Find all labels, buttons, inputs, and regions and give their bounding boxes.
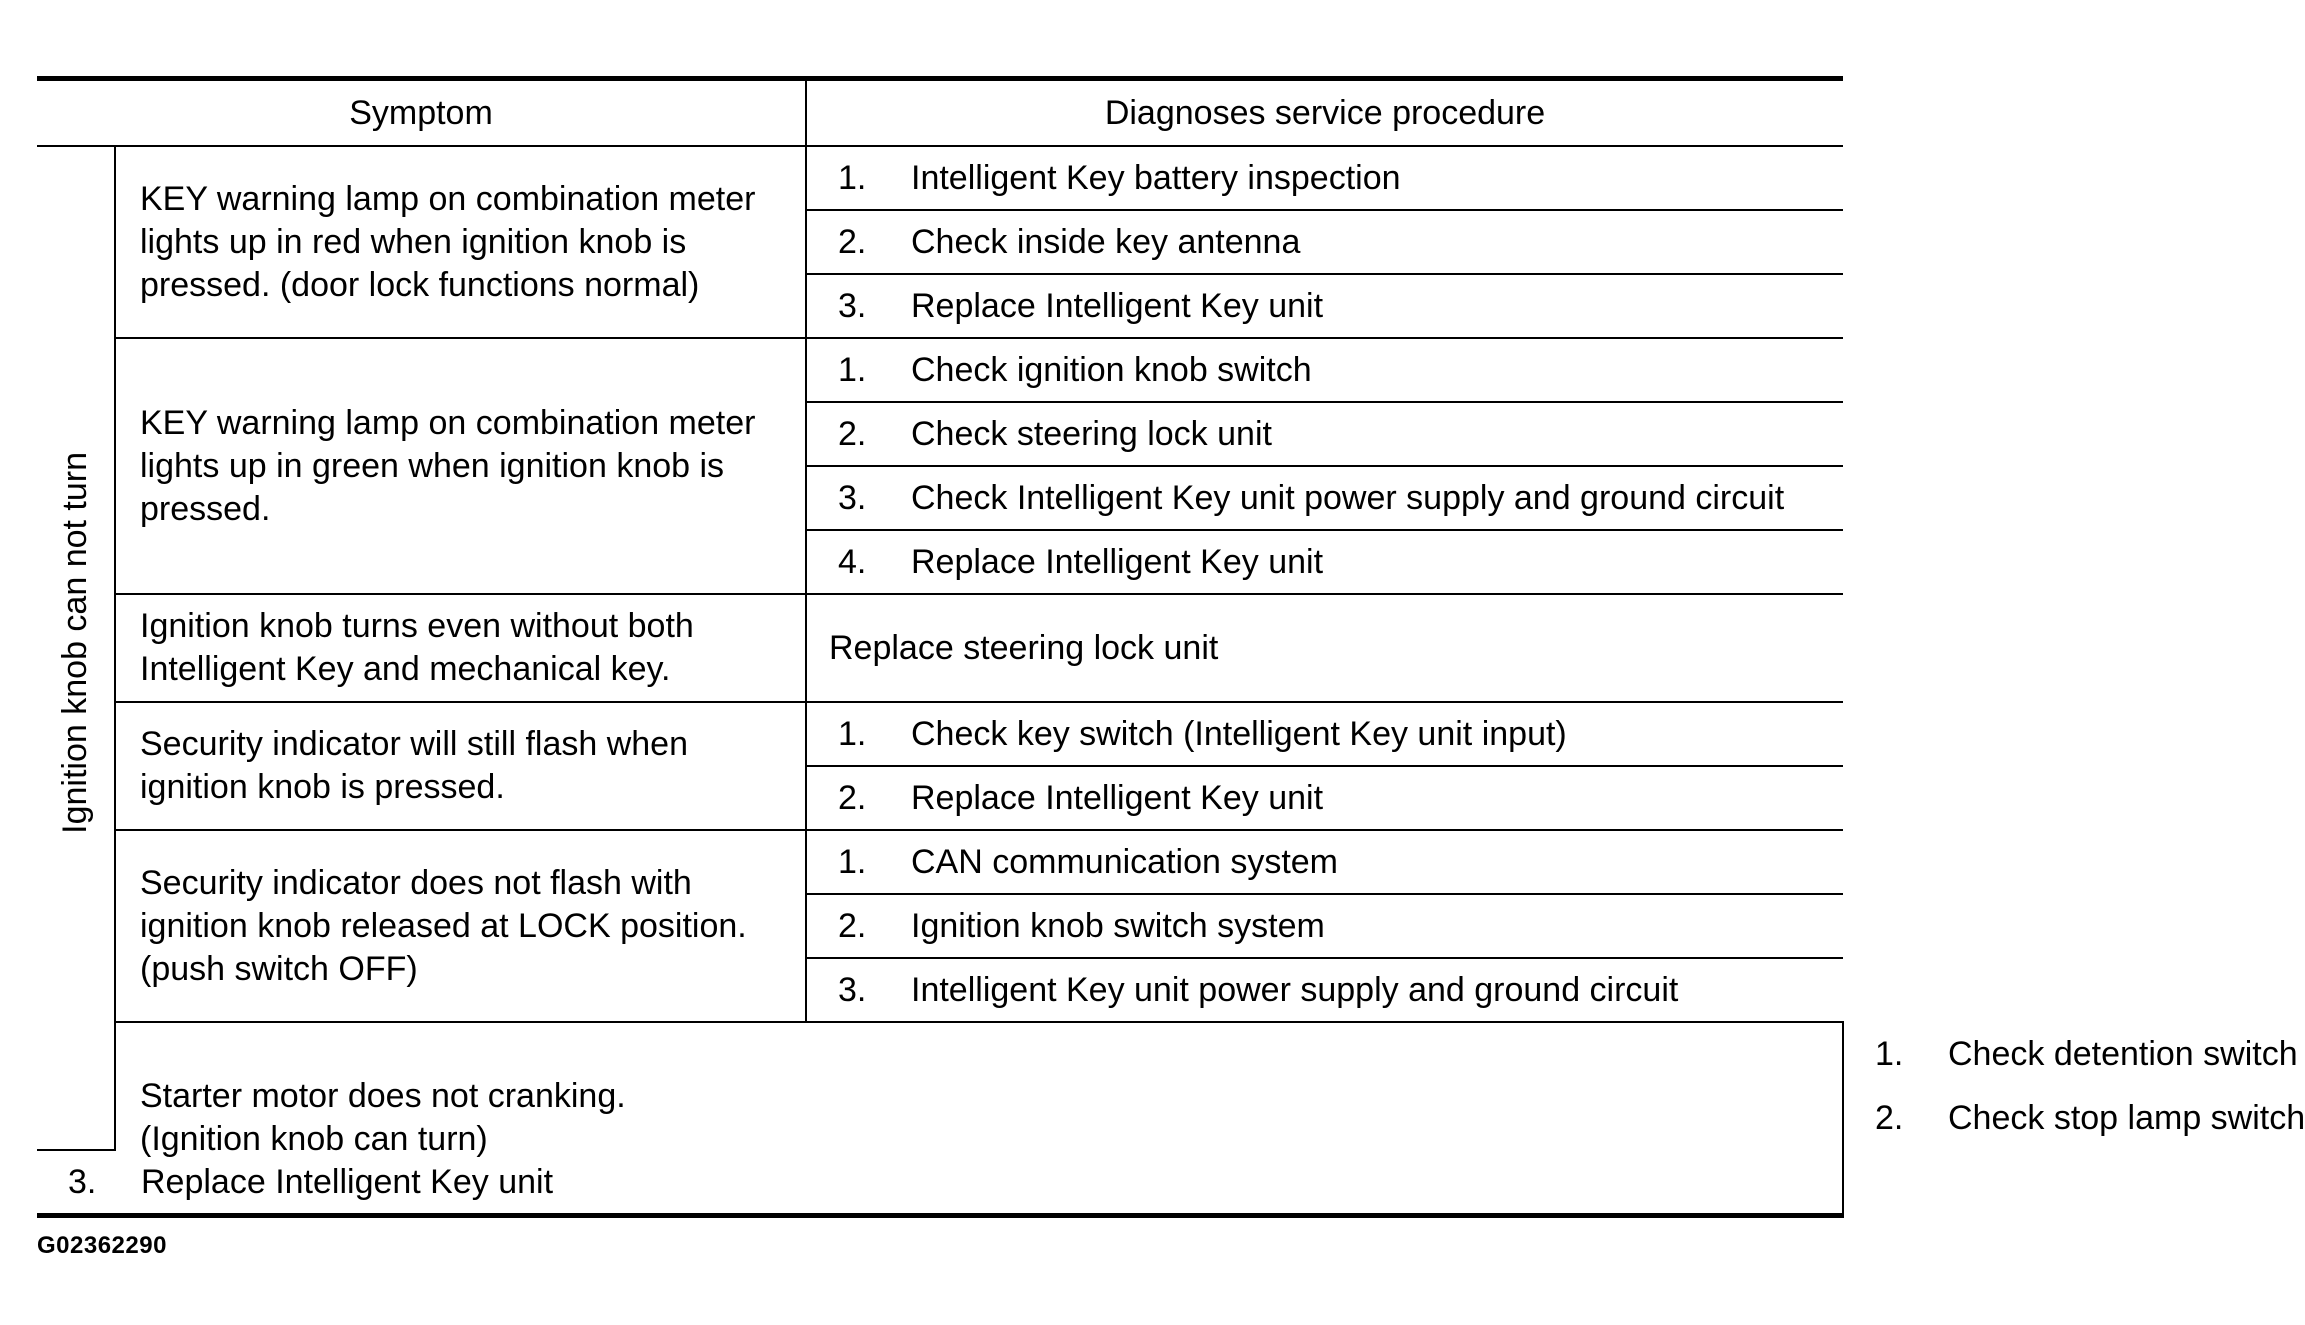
step-text: Check detention switch xyxy=(1948,1034,2298,1073)
table-row xyxy=(37,146,1843,210)
group-label: Ignition knob can not turn xyxy=(56,451,94,834)
step-number: 2. xyxy=(838,222,867,261)
procedure-step xyxy=(37,1150,554,1216)
group-label-cell xyxy=(37,146,115,1150)
diagnosis-table xyxy=(37,76,2305,1218)
table-row xyxy=(37,830,1843,894)
step-text: Check steering lock unit xyxy=(911,414,1272,453)
table-header-row xyxy=(37,79,1843,147)
table-row xyxy=(37,338,1843,402)
step-text: Check key switch (Intelligent Key unit input) xyxy=(911,714,1567,753)
procedure-step xyxy=(806,830,1843,894)
symptom-cell: KEY warning lamp on combination meter lights up in red when ignition knob is pressed. (door lock functions normal) xyxy=(115,146,806,338)
step-text: Replace Intelligent Key unit xyxy=(141,1162,554,1201)
procedure-step xyxy=(806,958,1843,1022)
step-text: Ignition knob switch system xyxy=(911,906,1325,945)
step-number: 1. xyxy=(838,158,867,197)
figure-id: G02362290 xyxy=(37,1232,167,1259)
procedure-step xyxy=(806,146,1843,210)
step-number: 2. xyxy=(838,906,867,945)
procedure-step xyxy=(806,894,1843,958)
step-text: Check Intelligent Key unit power supply and ground circuit xyxy=(911,478,1785,517)
symptom-cell: Security indicator will still flash when ignition knob is pressed. xyxy=(115,702,806,830)
symptom-cell: Security indicator does not flash with ignition knob released at LOCK position. (push switch OFF) xyxy=(115,830,806,1022)
step-text: Intelligent Key battery inspection xyxy=(911,158,1401,197)
header-procedure: Diagnoses service procedure xyxy=(806,79,1843,147)
step-text: Check inside key antenna xyxy=(911,222,1301,261)
step-number: 3. xyxy=(68,1162,97,1201)
step-text: Replace Intelligent Key unit xyxy=(911,542,1324,581)
step-text: Check stop lamp switch xyxy=(1948,1098,2305,1137)
step-number: 1. xyxy=(838,714,867,753)
symptom-cell: Ignition knob turns even without both Intelligent Key and mechanical key. xyxy=(115,594,806,702)
step-text: Replace Intelligent Key unit xyxy=(911,286,1324,325)
table-row xyxy=(37,594,1843,702)
table-row xyxy=(37,702,1843,766)
step-text: Replace Intelligent Key unit xyxy=(911,778,1324,817)
procedure-step xyxy=(806,402,1843,466)
table-row xyxy=(37,1022,1843,1086)
procedure-step xyxy=(806,466,1843,530)
procedure-single: Replace steering lock unit xyxy=(806,594,1843,702)
step-number: 2. xyxy=(838,414,867,453)
procedure-step xyxy=(806,766,1843,830)
step-text: Intelligent Key unit power supply and ground circuit xyxy=(911,970,1679,1009)
step-text: CAN communication system xyxy=(911,842,1339,881)
procedure-step xyxy=(806,338,1843,402)
step-number: 3. xyxy=(838,478,867,517)
header-symptom: Symptom xyxy=(37,79,806,147)
symptom-line: Starter motor does not cranking. xyxy=(140,1077,626,1115)
step-text: Check ignition knob switch xyxy=(911,350,1312,389)
step-number: 2. xyxy=(838,778,867,817)
step-number: 3. xyxy=(838,286,867,325)
step-number: 2. xyxy=(1875,1098,1904,1137)
symptom-cell: KEY warning lamp on combination meter lights up in green when ignition knob is pressed. xyxy=(115,338,806,594)
step-number: 1. xyxy=(838,350,867,389)
procedure-step xyxy=(806,210,1843,274)
step-number: 3. xyxy=(838,970,867,1009)
procedure-step xyxy=(806,702,1843,766)
step-number: 1. xyxy=(838,842,867,881)
step-number: 1. xyxy=(1875,1034,1904,1073)
step-number: 4. xyxy=(838,542,867,581)
procedure-step xyxy=(806,274,1843,338)
procedure-step xyxy=(806,530,1843,594)
symptom-line: (Ignition knob can turn) xyxy=(140,1120,488,1158)
